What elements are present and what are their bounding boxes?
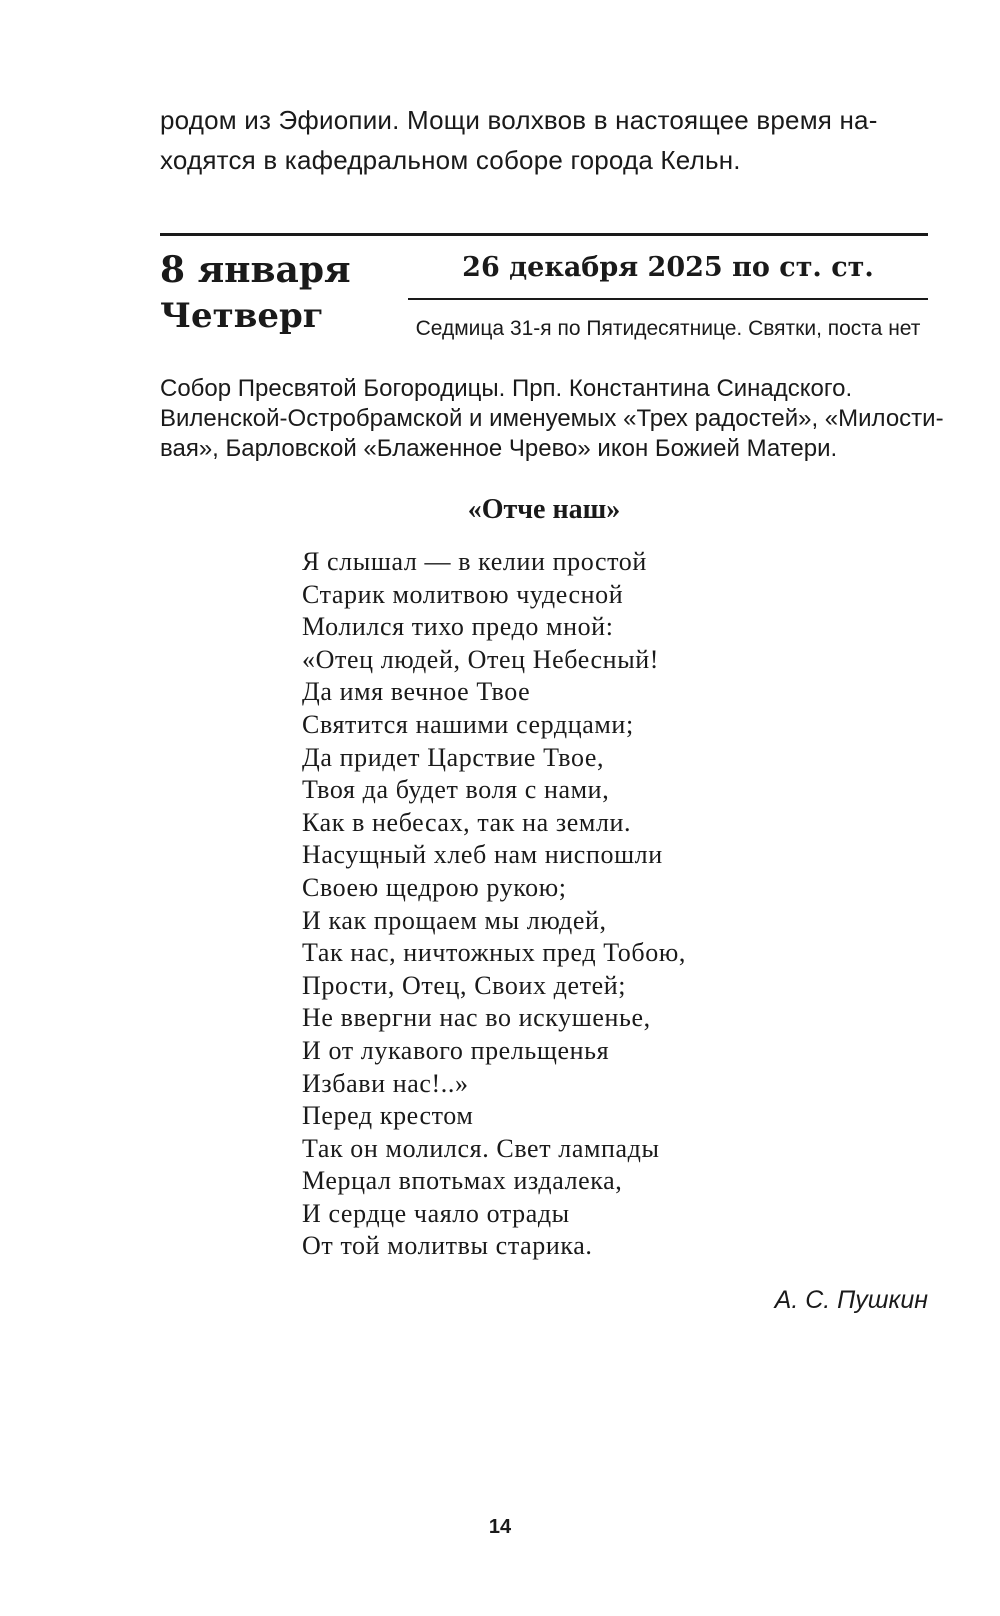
feasts-line: Собор Пресвятой Богородицы. Прп. Константина Синадского. xyxy=(160,375,853,402)
poem-line: И сердце чаяло отрады xyxy=(302,1198,570,1228)
poem-line: Насущный хлеб нам ниспошли xyxy=(302,840,663,870)
poem-line: Не ввергни нас во искушенье, xyxy=(302,1003,651,1033)
week-info: Седмица 31-я по Пятидесятнице. Святки, поста нет xyxy=(415,317,921,340)
poem-line: Перед крестом xyxy=(302,1101,474,1131)
entry-date: 8 января xyxy=(160,249,351,291)
feasts-paragraph xyxy=(160,374,944,464)
old-style-date: 26 декабря 2025 по ст. ст. xyxy=(462,252,874,283)
poem-line: Святится нашими сердцами; xyxy=(302,709,634,739)
poem-line: Молился тихо предо мной: xyxy=(302,612,614,642)
poem-line: Твоя да будет воля с нами, xyxy=(302,775,610,805)
poem-line: И от лукавого прельщенья xyxy=(302,1035,610,1065)
entry-top-rule xyxy=(160,233,928,236)
poem-line: Так нас, ничтожных пред Тобою, xyxy=(302,938,686,968)
poem-line: Мерцал впотьмах издалека, xyxy=(302,1166,623,1196)
poem-author: А. С. Пушкин xyxy=(774,1286,928,1314)
intro-line: родом из Эфиопии. Мощи волхвов в настоящее время на- xyxy=(160,105,878,135)
poem-line: Своею щедрою рукою; xyxy=(302,872,567,902)
poem-line: Да имя вечное Твое xyxy=(302,677,531,707)
poem-line: Так он молился. Свет лампады xyxy=(302,1133,660,1163)
intro-paragraph xyxy=(160,100,930,180)
poem-line: Я слышал — в келии простой xyxy=(302,547,647,576)
page-number: 14 xyxy=(488,1516,512,1538)
entry-mid-rule xyxy=(408,298,928,300)
feasts-line: Виленской-Остробрамской и именуемых «Трех радостей», «Милости- xyxy=(160,405,944,432)
poem-title: «Отче наш» xyxy=(467,494,621,525)
poem-body xyxy=(302,546,686,1263)
poem-line: Избави нас!..» xyxy=(302,1068,469,1098)
poem-line: Прости, Отец, Своих детей; xyxy=(302,970,627,1000)
poem-line: Как в небесах, так на земли. xyxy=(302,807,632,837)
entry-weekday: Четверг xyxy=(160,296,324,336)
intro-line: ходятся в кафедральном соборе города Кельн. xyxy=(160,145,741,175)
poem-line: Старик молитвою чудесной xyxy=(302,579,624,609)
poem-line: Да придет Царствие Твое, xyxy=(302,742,605,772)
poem-line: От той молитвы старика. xyxy=(302,1231,593,1261)
feasts-line: вая», Барловской «Блаженное Чрево» икон Божией Матери. xyxy=(160,435,838,462)
poem-line: «Отец людей, Отец Небесный! xyxy=(302,644,660,674)
poem-line: И как прощаем мы людей, xyxy=(302,905,607,935)
